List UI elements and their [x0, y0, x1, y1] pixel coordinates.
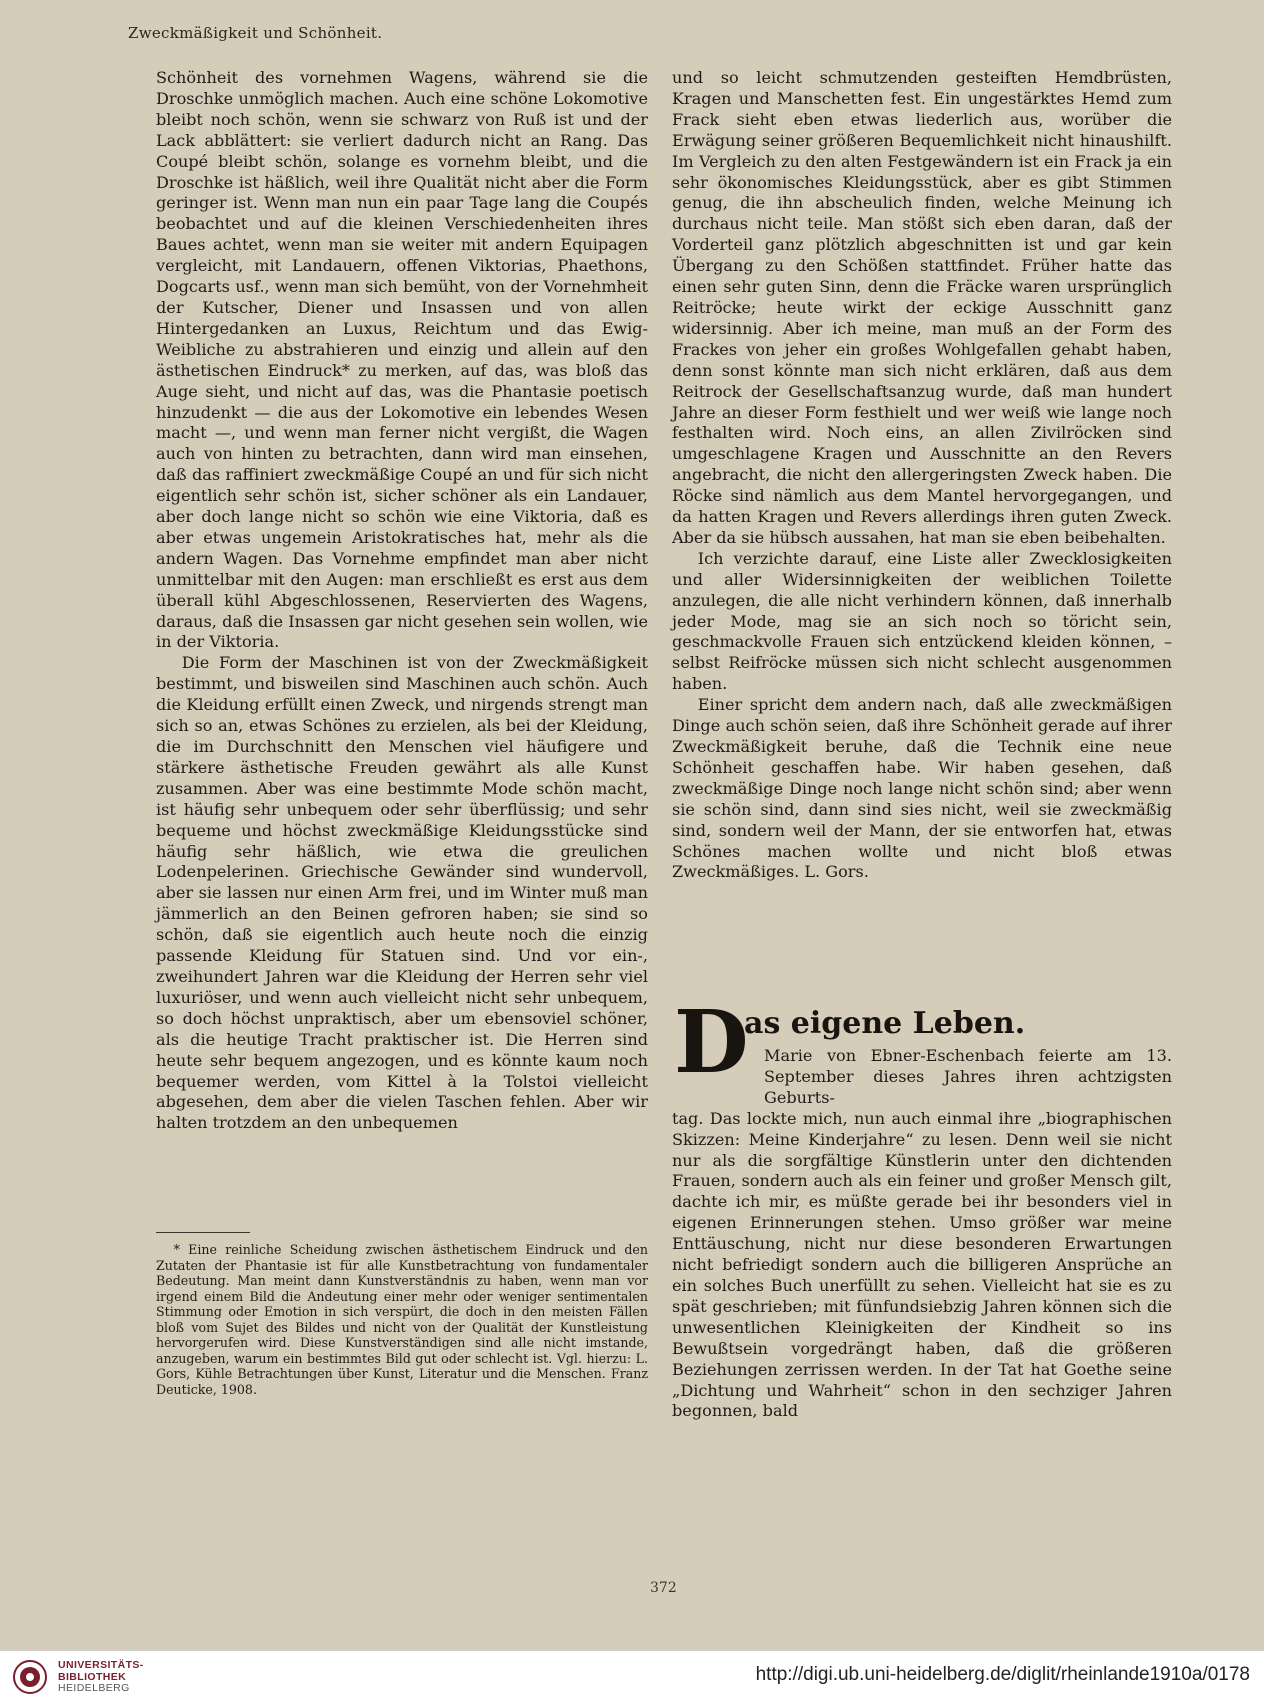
footnote-divider: [156, 1232, 250, 1233]
footnote: * Eine reinliche Scheidung zwischen ästhetischem Eindruck und den Zutaten der Phantasie ist für alle Kunstbetrachtung von fundamentaler Bedeutung. Man meint dann Kunstverständnis zu haben, wenn man vor irgend einem Bild die Andeutung einer mehr oder weniger sentimentalen Stimmung oder Emotion in sich verspürt, die doch in den meisten Fällen bloß vom Sujet des Bildes und nicht von der Qualität der Kunstleistung hervorgerufen wird. Diese Kunstverständigen sind alle nicht imstande, anzugeben, warum ein bestimmtes Bild gut oder schlecht ist. Vgl. hierzu: L. Gors, Kühle Betrachtungen über Kunst, Literatur und die Menschen. Franz Deuticke, 1908.: [156, 1242, 648, 1397]
section-text: tag. Das lockte mich, nun auch einmal ihre „biographischen Skizzen: Meine Kinderjahre“ zu lesen. Denn weil sie nicht nur als die sorgfältige Künstlerin unter den dichtenden Frauen, sondern auch als ein feiner und großer Mensch gilt, dachte ich mir, es müßte gerade bei ihr besonders viel in eigenen Erinnerungen stehen. Umso größer war meine Enttäuschung, nicht nur diese besonderen Erwartungen nicht befriedigt sondern auch die billigeren Ansprüche an ein solches Buch unerfüllt zu sehen. Vielleicht hat sie es zu spät geschrieben; mit fünfundsiebzig Jahren können sich die unwesentlichen Kleinigkeiten der Kindheit so ins Bewußtsein vorgedrängt haben, daß die größeren Beziehungen zerrissen werden. In der Tat hat Goethe seine „Dichtung und Wahrheit“ schon in den sechziger Jahren begonnen, bald: [672, 1108, 1172, 1421]
library-name[interactable]: [58, 1660, 144, 1695]
section-first-line: Marie von Ebner-Eschenbach feierte am 13. September dieses Jahres ihren achtzigsten Geburts-: [764, 1046, 1172, 1107]
paragraph: und so leicht schmutzenden gesteiften Hemdbrüsten, Kragen und Manschetten fest. Ein ungestärktes Hemd zum Frack sieht eben etwas liederlich aus, worüber die Erwägung seiner größeren Bequemlichkeit nicht hinaushilft. Im Vergleich zu den alten Festgewändern ist ein Frack ja ein sehr ökonomisches Kleidungsstück, aber es gibt Stimmen genug, die ihn abscheulich finden, welche Meinung ich durchaus nicht teile. Man stößt sich eben daran, daß der Vorderteil ganz plötzlich abgeschnitten ist und gar kein Übergang zu den Schößen stattfindet. Früher hatte das einen sehr guten Sinn, denn die Fräcke waren ursprünglich Reitröcke; heute wirkt der eckige Ausschnitt ganz widersinnig. Aber ich meine, man muß an der Form des Frackes von jeher ein großes Wohlgefallen gehabt haben, denn sonst könnte man sich nicht erklären, daß aus dem Reitrock der Gesellschaftsanzug wurde, daß man hundert Jahre an dieser Form festhielt und wer weiß wie lange noch festhalten wird. Noch eins, an allen Zivilröcken sind umgeschlagene Kragen und Ausschnitte an den Revers angebracht, die nicht den allergeringsten Zweck haben. Die Röcke sind nämlich aus dem Mantel hervorgegangen, und da hatten Kragen und Revers allerdings ihren guten Zweck. Aber da sie hübsch aussahen, hat man sie eben beibehalten.: [672, 68, 1172, 547]
paragraph: Einer spricht dem andern nach, daß alle zweckmäßigen Dinge auch schön seien, daß ihre Schönheit gerade auf ihrer Zweckmäßigkeit beruhe, daß die Technik eine neue Schönheit geschaffen habe. Wir haben gesehen, daß zweckmäßige Dinge noch lange nicht schön sind; aber wenn sie schön sind, dann sind sies nicht, weil sie zweckmäßig sind, sondern weil der Mann, der sie entworfen hat, etwas Schönes machen wollte und nicht bloß etwas Zweckmäßiges. L. Gors.: [672, 695, 1172, 882]
library-name-line: UNIVERSITÄTS-: [58, 1659, 144, 1671]
left-column: [156, 68, 648, 1134]
page-number: 372: [650, 1580, 677, 1596]
paragraph: Ich verzichte darauf, eine Liste aller Zwecklosigkeiten und aller Widersinnigkeiten der weiblichen Toilette anzulegen, die alle nicht verhindern können, daß innerhalb jeder Mode, mag sie an sich noch so töricht sein, geschmackvolle Frauen sich entzückend kleiden können, – selbst Reifröcke müssen sich nicht schlecht ausgenommen haben.: [672, 548, 1172, 694]
permalink-url[interactable]: http://digi.ub.uni-heidelberg.de/diglit/rheinlande1910a/0178: [755, 1664, 1250, 1685]
drop-cap: D: [674, 992, 749, 1093]
running-head: Zweckmäßigkeit und Schönheit.: [128, 24, 383, 42]
paragraph: Die Form der Maschinen ist von der Zweckmäßigkeit bestimmt, und bisweilen sind Maschinen auch schön. Auch die Kleidung erfüllt einen Zweck, und nirgends strengt man sich so an, etwas Schönes zu erzielen, als bei der Kleidung, die im Durchschnitt den Menschen viel häufigere und stärkere ästhetische Freuden gewährt als alle Kunst zusammen. Aber was eine bestimmte Mode schön macht, ist häufig sehr unbequem oder sehr überflüssig; und sehr bequeme und höchst zweckmäßige Kleidungsstücke sind häufig sehr häßlich, wie etwa die greulichen Lodenpelerinen. Griechische Gewänder sind wundervoll, aber sie lassen nur einen Arm frei, und im Winter muß man jämmerlich an den Beinen gefroren haben; sie sind so schön, daß sie eigentlich auch heute noch die einzig passende Kleidung für Statuen sind. Und vor ein-, zweihundert Jahren war die Kleidung der Herren sehr viel luxuriöser, und wenn auch vielleicht nicht sehr unbequem, so doch höchst unpraktisch, aber um ebensoviel schöner, als die heutige Tracht praktischer ist. Die Herren sind heute sehr bequem angezogen, und es könnte kaum noch bequemer werden, vom Kittel à la Tolstoi vielleicht abgesehen, dem aber die vielen Taschen fehlen. Aber wir halten trotzdem an den unbequemen: [156, 653, 648, 1133]
university-seal-icon: [12, 1659, 48, 1695]
section-title: as eigene Leben.: [744, 1006, 1026, 1041]
section-body: [672, 1046, 1172, 1422]
right-column: [672, 68, 1172, 883]
footer-bar: [0, 1650, 1264, 1701]
library-city: HEIDELBERG: [58, 1682, 130, 1694]
paragraph: Schönheit des vornehmen Wagens, während sie die Droschke unmöglich machen. Auch eine schöne Lokomotive bleibt noch schön, wenn sie schwarz von Ruß ist und der Lack abblättert: sie verliert dadurch nicht an Rang. Das Coupé bleibt schön, solange es vornehm bleibt, und die Droschke ist häßlich, weil ihre Qualität nicht aber die Form geringer ist. Wenn man nun ein paar Tage lang die Coupés beobachtet und auf die kleinen Verschiedenheiten ihres Baues achtet, wenn man sie weiter mit andern Equipagen vergleicht, mit Landauern, offenen Viktorias, Phaethons, Dogcarts usf., wenn man sich bemüht, von der Vornehmheit der Kutscher, Diener und Insassen und von allen Hintergedanken an Luxus, Reichtum und das Ewig-Weibliche zu abstrahieren und einzig und allein auf den ästhetischen Eindruck* zu merken, auf das, was bloß das Auge sieht, und nicht auf das, was die Phantasie poetisch hinzudenkt — die aus der Lokomotive ein lebendes Wesen macht —, und wenn man ferner nicht vergißt, die Wagen auch von hinten zu betrachten, dann wird man einsehen, daß das raffiniert zweckmäßige Coupé an und für sich nicht eigentlich sehr schön ist, sicher schöner als ein Landauer, aber doch lange nicht so schön wie eine Viktoria, daß es aber etwas ungemein Aristokratisches hat, mehr als die andern Wagen. Das Vornehme empfindet man aber nicht unmittelbar mit den Augen: man erschließt es erst aus dem überall kühl Abgeschlossenen, Reservierten des Wagens, daraus, daß die Insassen gar nicht gesehen sein wollen, wie in der Viktoria.: [156, 68, 648, 652]
library-name-line: BIBLIOTHEK: [58, 1670, 127, 1683]
